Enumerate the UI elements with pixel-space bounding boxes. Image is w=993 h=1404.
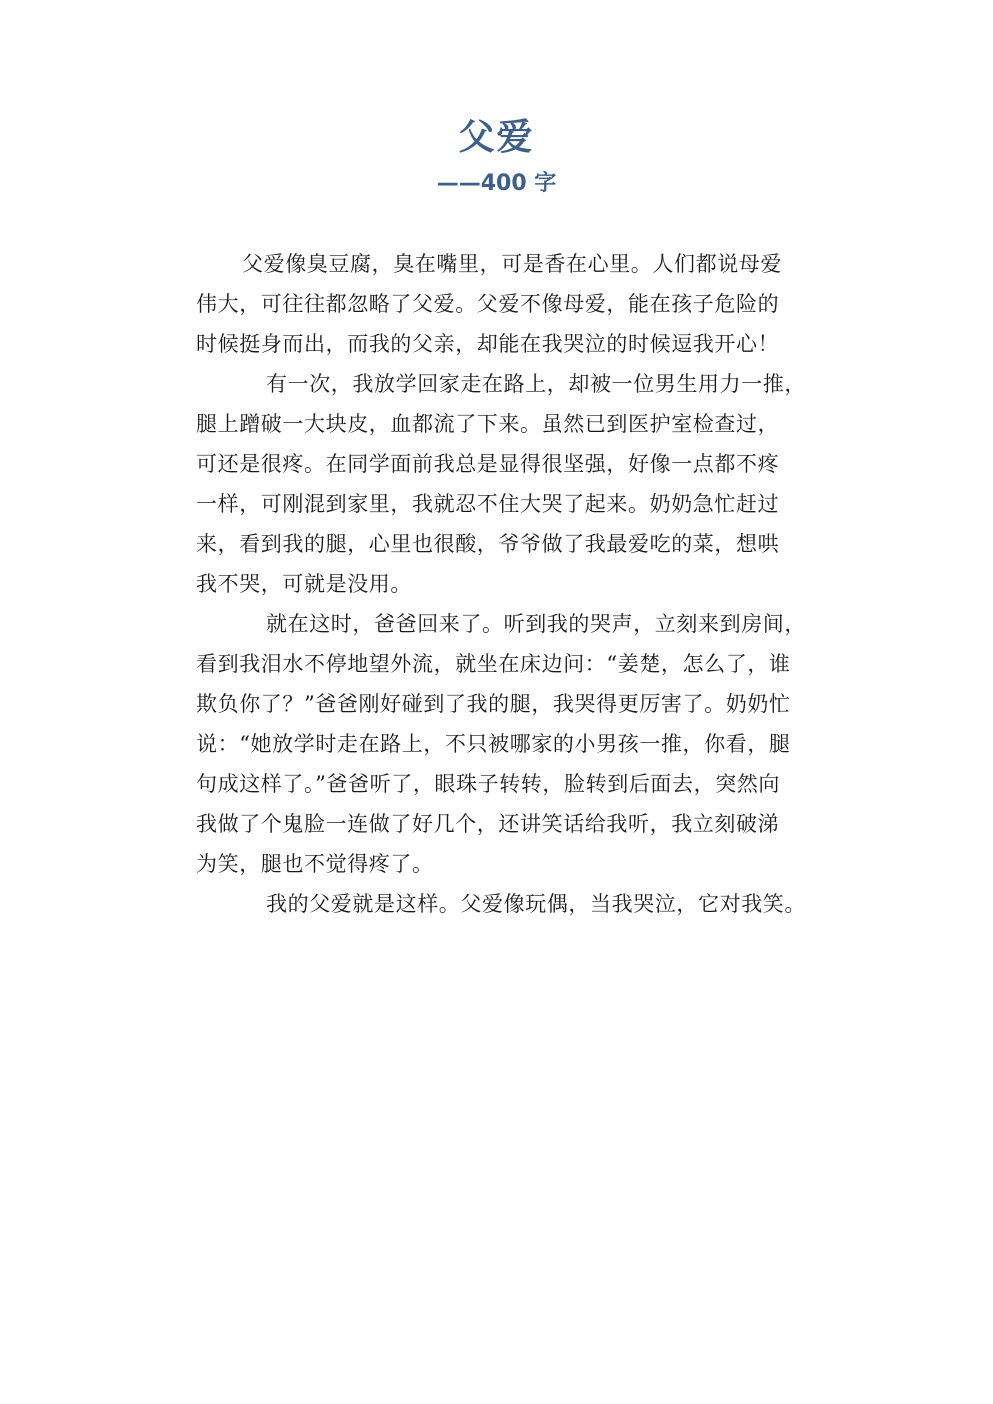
essay-line: 就在这时，爸爸回来了。听到我的哭声，立刻来到房间， <box>266 612 806 636</box>
essay-line: 我的父爱就是这样。父爱像玩偶，当我哭泣，它对我笑。 <box>266 892 806 916</box>
essay-line: 伟大，可往往都忽略了父爱。父爱不像母爱，能在孩子危险的 <box>196 292 780 316</box>
essay-line: 有一次，我放学回家走在路上，却被一位男生用力一推， <box>266 372 806 396</box>
essay-body <box>196 244 836 924</box>
essay-line: 看到我泪水不停地望外流，就坐在床边问：“姜楚，怎么了，谁 <box>196 652 791 676</box>
essay-title: 父爱 <box>458 117 535 158</box>
essay-line: 欺负你了？”爸爸刚好碰到了我的腿，我哭得更厉害了。奶奶忙 <box>196 692 791 716</box>
essay-line: 时候挺身而出，而我的父亲，却能在我哭泣的时候逗我开心！ <box>196 332 780 356</box>
essay-line: 说：“她放学时走在路上，不只被哪家的小男孩一推，你看，腿 <box>196 732 791 756</box>
essay-subtitle: ——400 字 <box>436 171 557 196</box>
essay-line: 我不哭，可就是没用。 <box>196 572 412 596</box>
essay-line: 来，看到我的腿，心里也很酸，爷爷做了我最爱吃的菜，想哄 <box>196 532 780 556</box>
essay-line: 句成这样了。”爸爸听了，眼珠子转转，脸转到后面去，突然向 <box>196 772 781 796</box>
essay-line: 腿上蹭破一大块皮，血都流了下来。虽然已到医护室检查过， <box>196 412 780 436</box>
essay-line: 可还是很疼。在同学面前我总是显得很坚强，好像一点都不疼 <box>196 452 780 476</box>
essay-line: 为笑，腿也不觉得疼了。 <box>196 852 434 876</box>
essay-line: 我做了个鬼脸一连做了好几个，还讲笑话给我听，我立刻破涕 <box>196 812 780 836</box>
essay-line: 一样，可刚混到家里，我就忍不住大哭了起来。奶奶急忙赶过 <box>196 492 780 516</box>
essay-line: 父爱像臭豆腐，臭在嘴里，可是香在心里。人们都说母爱 <box>242 252 782 276</box>
